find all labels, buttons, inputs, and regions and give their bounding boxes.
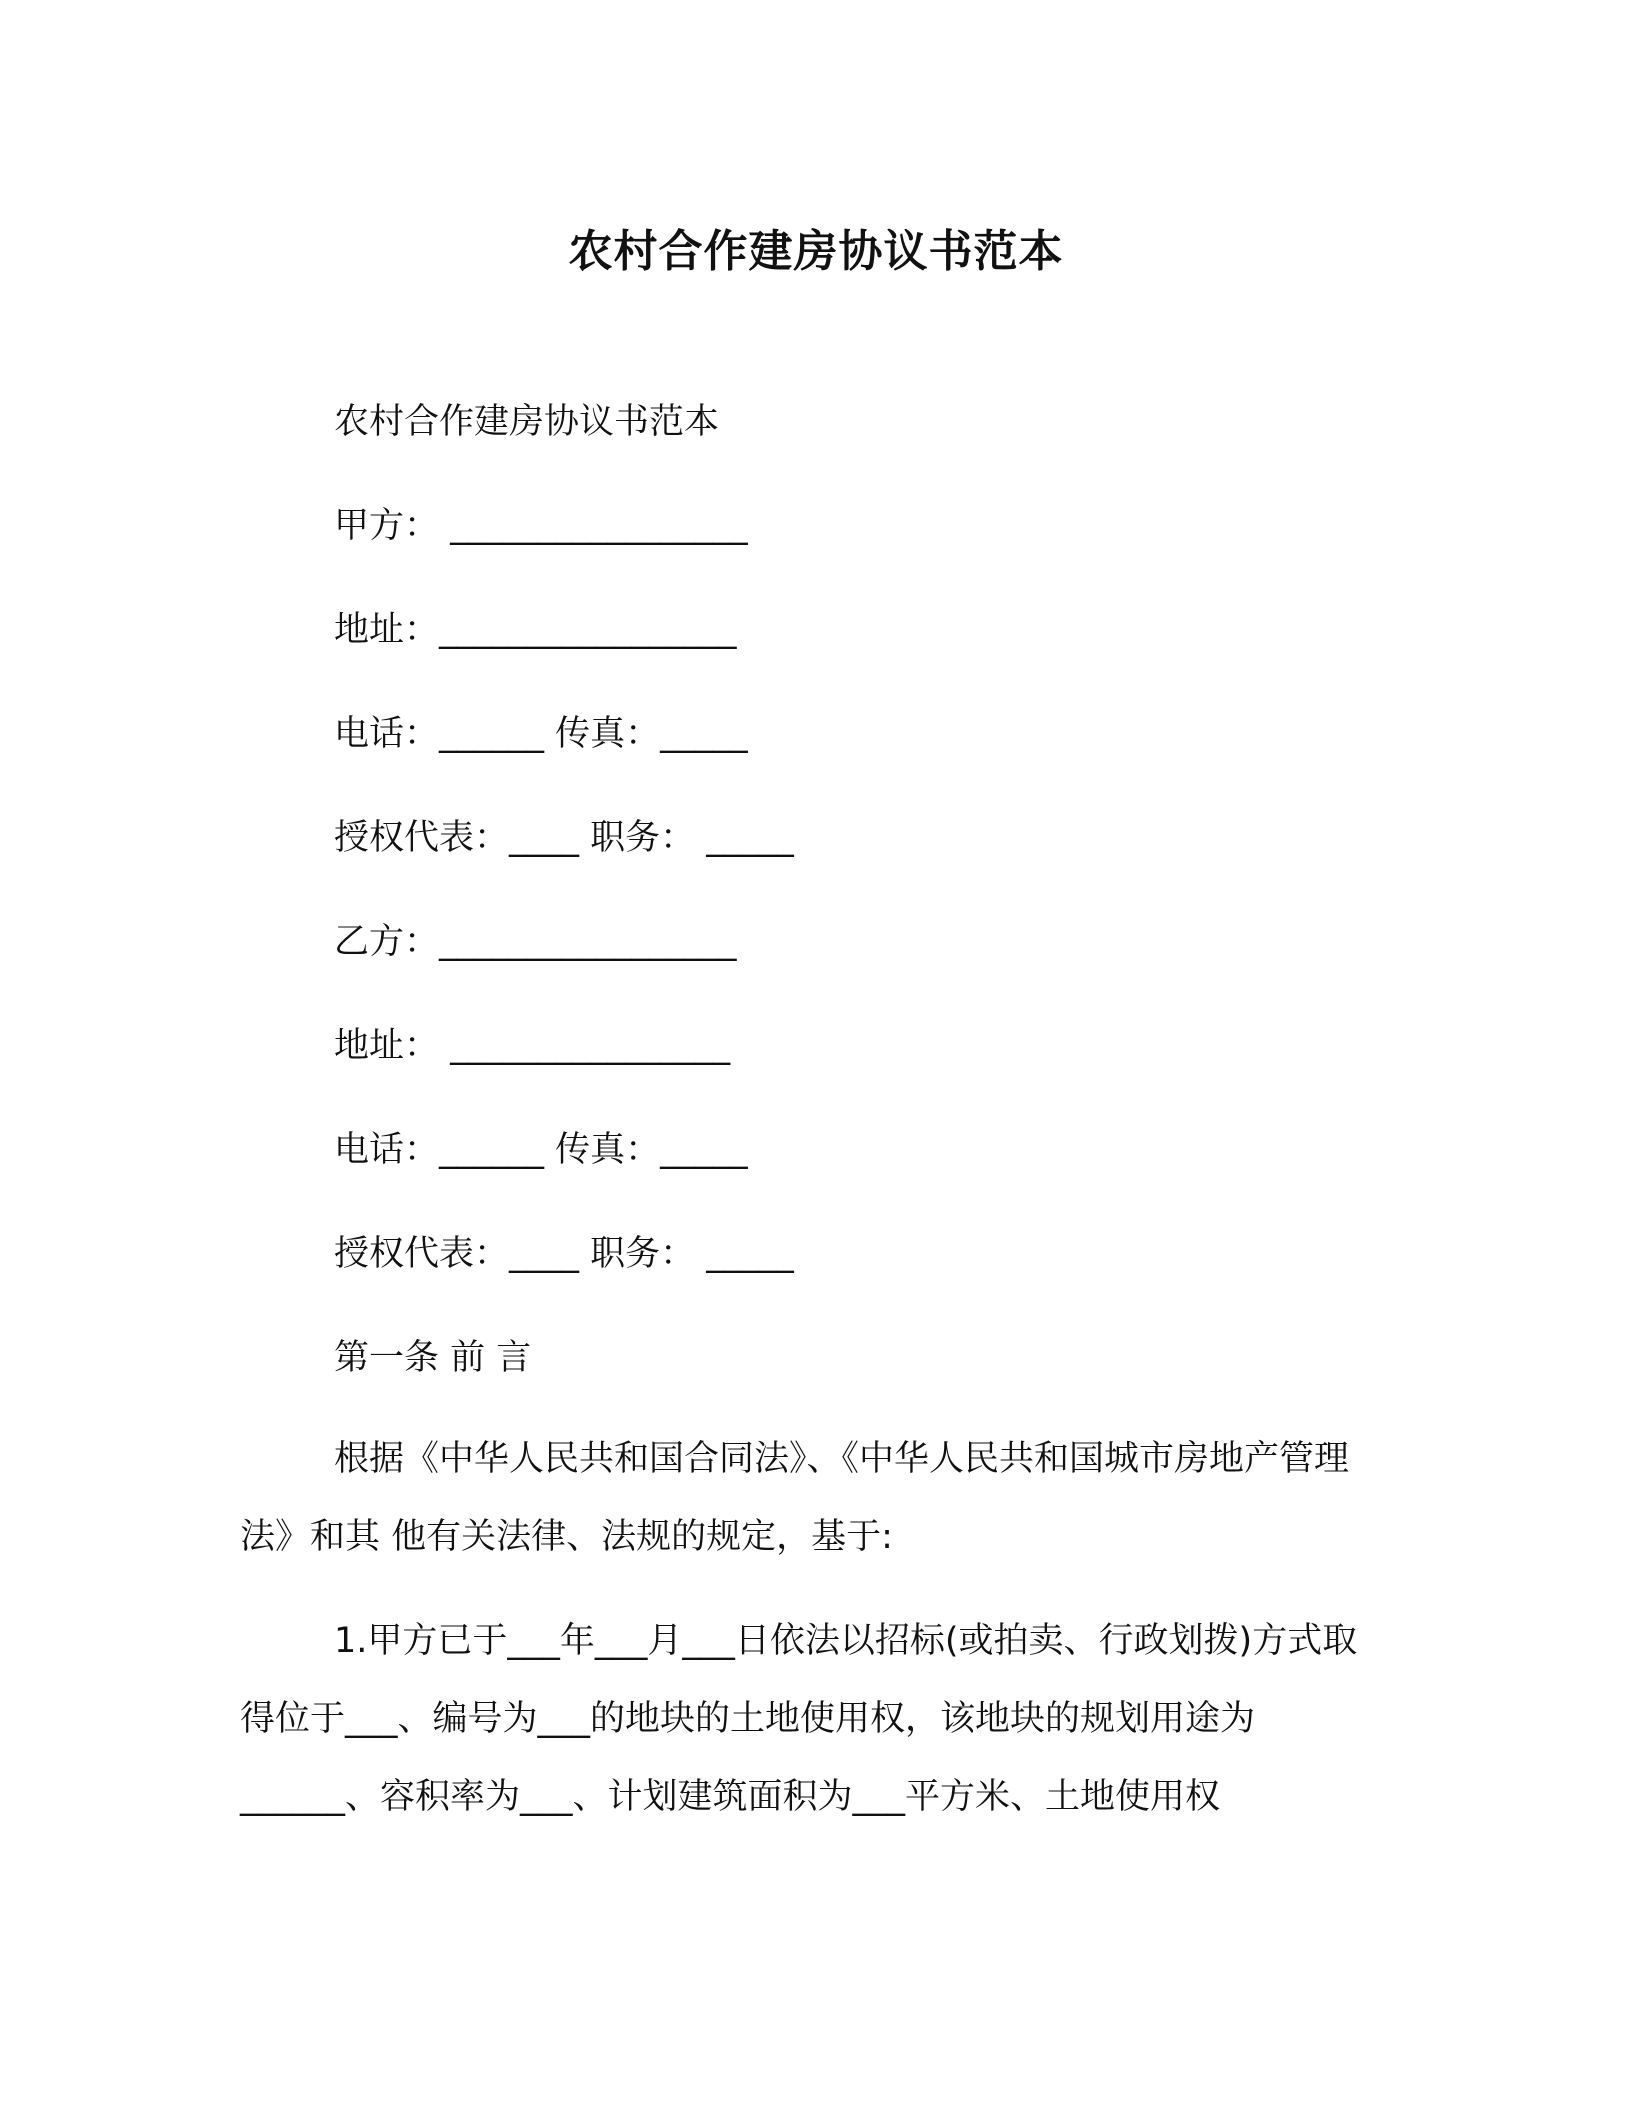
party-a-phone-fax-line: 电话：______ 传真：_____ bbox=[334, 714, 748, 754]
party-b-name-line: 乙方：_________________ bbox=[334, 922, 737, 962]
party-b-phone-fax-line: 电话：______ 传真：_____ bbox=[334, 1130, 748, 1170]
party-b-address-line: 地址： ________________ bbox=[334, 1026, 731, 1066]
document-subtitle: 农村合作建房协议书范本 bbox=[334, 402, 720, 442]
party-a-representative-line: 授权代表：____ 职务： _____ bbox=[334, 818, 794, 858]
preamble-paragraph: 根据《中华人民共和国合同法》、《中华人民共和国城市房地产管理法》和其 他有关法律、法规的规定，基于: bbox=[240, 1439, 1350, 1557]
clause-1-paragraph: 1.甲方已于___年___月___日依法以招标(或拍卖、行政划拨)方式取得位于___、编号为___的地块的土地使用权，该地块的规划用途为 ______、容积率为___、计划建筑面积为___平方米、土地使用权 bbox=[240, 1621, 1358, 1817]
article-1-heading: 第一条 前 言 bbox=[334, 1338, 532, 1378]
party-b-representative-line: 授权代表：____ 职务： _____ bbox=[334, 1234, 794, 1274]
document-title: 农村合作建房协议书范本 bbox=[568, 226, 1064, 277]
party-a-name-line: 甲方： _________________ bbox=[334, 506, 748, 546]
party-a-address-line: 地址：_________________ bbox=[334, 610, 737, 650]
